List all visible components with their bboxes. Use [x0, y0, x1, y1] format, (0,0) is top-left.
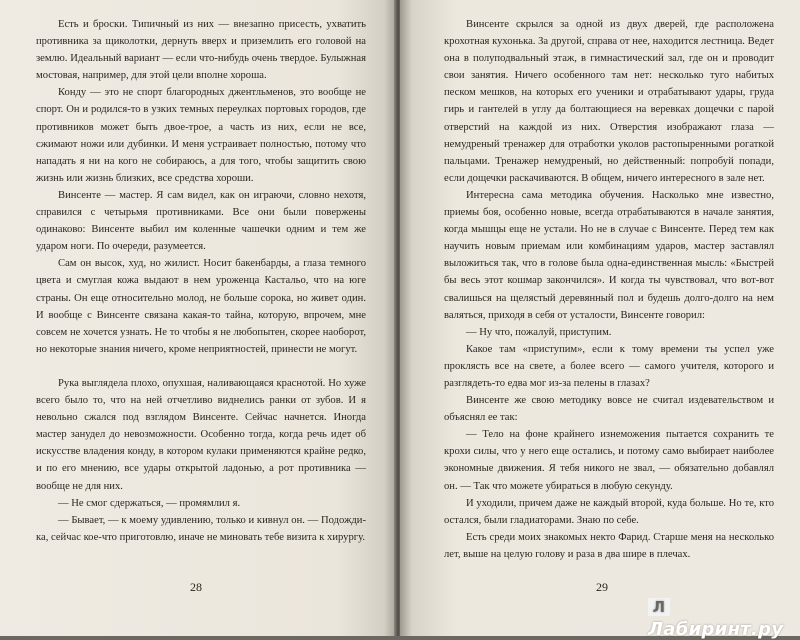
page-number: 28 [190, 580, 202, 594]
paragraph: Есть и броски. Типичный из них — внезапно присесть, ухватить противника за щиколотки, дернуть вверх и приземлить его головой на землю. Идеальный вариант — если что-нибудь очень твердое. Булыжная мостовая, например, для этой цели вполне хороша. [36, 19, 366, 82]
left-page [0, 0, 396, 636]
paragraph: Винсенте скрылся за одной из двух дверей, где расположена крохотная кухонька. За другой, справа от нее, находится лестница. Ведет она в полуподвальный этаж, в гимнастический зал, где он и проводит свои занятия. Ничего особенного там нет: несколько туго набитых песком мешков, на которых его ученики и отрабатывают удары, груда гирь и гантелей в углу да болтающиеся на веревках дощечки с парой отверстий на каждой из них. Отверстия изображают глаза — немудреный тренажер для отработки уколов растопыренными рогаткой пальцами. Тренажер немудреный, но действенный: попробуй попади, если дощечки раскачиваются. В общем, ничего интересного в зале нет. [444, 19, 774, 184]
paragraph: Какое там «приступим», если к тому времени ты успел уже проклясть все на свете, а более всего — самого учителя, которого и разглядеть-то едва мог из-за пелены в глазах? [444, 343, 774, 389]
watermark-text: Лабиринт.ру [648, 619, 784, 640]
paragraph: И уходили, причем даже не каждый второй, куда больше. Но те, кто остался, были гладиаторами. Знаю по себе. [444, 497, 774, 526]
paragraph: Винсенте же свою методику вовсе не считал издевательством и объяснял ее так: [444, 395, 774, 424]
watermark-logo [648, 598, 800, 640]
paragraph: — Ну что, пожалуй, приступим. [466, 326, 612, 338]
right-page-text [444, 16, 774, 563]
paragraph: Винсенте — мастер. Я сам видел, как он играючи, словно нехотя, справился с четырьмя противниками. Все они были повержены одинаково: Винсенте выбил им коленные чашечки одним и тем же ударом ноги. По очереди, разумеется. [36, 189, 366, 253]
paragraph: Есть среди моих знакомых некто Фарид. Старше меня на несколько лет, выше на целую голову и раза в два шире в плечах. [444, 531, 774, 560]
paragraph: — Не смог сдержаться, — промямлил я. [58, 497, 241, 509]
paragraph: Рука выглядела плохо, опухшая, наливающаяся краснотой. Но хуже всего было то, что на ней отчетливо виднелись ранки от зубов. И я невольно сжался под взглядом Винсенте. Сейчас начнется. Иногда мастер занудел до невозможности. Особенно тогда, когда речь идет об искусстве владения конду, в котором кулаки применяются крайне редко, и по его мнению, все удары открытой ладонью, а рот противника — вообще не для них. [36, 377, 366, 492]
labirint-logo-icon: Л [648, 598, 670, 616]
paragraph: Конду — это не спорт благородных джентльменов, это вообще не спорт. Он и родился-то в узких темных переулках портовых городов, где противников может быть двое-трое, а часть из них, если не все, сжимают ножи или дубинки. И меня устраивает полностью, потому что нападать я ни на кого не собираюсь, а для того, чтобы защитить свою жизнь или жизнь близких, все средства хороши. [36, 87, 366, 184]
paragraph: Интересна сама методика обучения. Насколько мне известно, приемы боя, особенно новые, всегда отрабатываются в начале занятия, когда мышцы еще не устали. Но не в случае с Винсенте. Перед тем как научить новым приемам или комбинациям ударов, мастер заставлял выложиться так, что в голове была одна-единственная мысль: «Быстрей бы весь этот кошмар закончился». И когда ты чувствовал, что вот-вот свалишься на щелястый деревянный пол и будешь долго-долго на нем валяться, приходя в себя от усталости, Винсенте говорил: [444, 189, 774, 321]
paragraph: — Тело на фоне крайнего изнеможения пытается сохранить те крохи силы, что у него еще остались, и потому само выбирает наиболее экономные движения. Я тебя никого не звал, — обязательно добавлял он. — Так что можете убираться в любую секунду. [444, 429, 774, 492]
paragraph: Сам он высок, худ, но жилист. Носит бакенбарды, а глаза темного цвета и смуглая кожа выдают в нем уроженца Кастальо, что на юге страны. Он еще относительно молод, не больше сорока, но живет один. И вообще с Винсенте связана какая-то тайна, которую, впрочем, мне совсем не хочется узнать. Не то чтобы я не любопытен, скорее наоборот, но некоторые знания ничего, кроме неприятностей, принести не могут. [36, 258, 366, 355]
left-page-text [36, 16, 366, 546]
right-page [400, 0, 800, 636]
paragraph: — Бывает, — к моему удивлению, только и кивнул он. — Подожди-ка, сейчас кое-что приготовлю, иначе не миновать тебе визита к хирургу. [36, 514, 366, 543]
page-number: 29 [596, 580, 608, 594]
